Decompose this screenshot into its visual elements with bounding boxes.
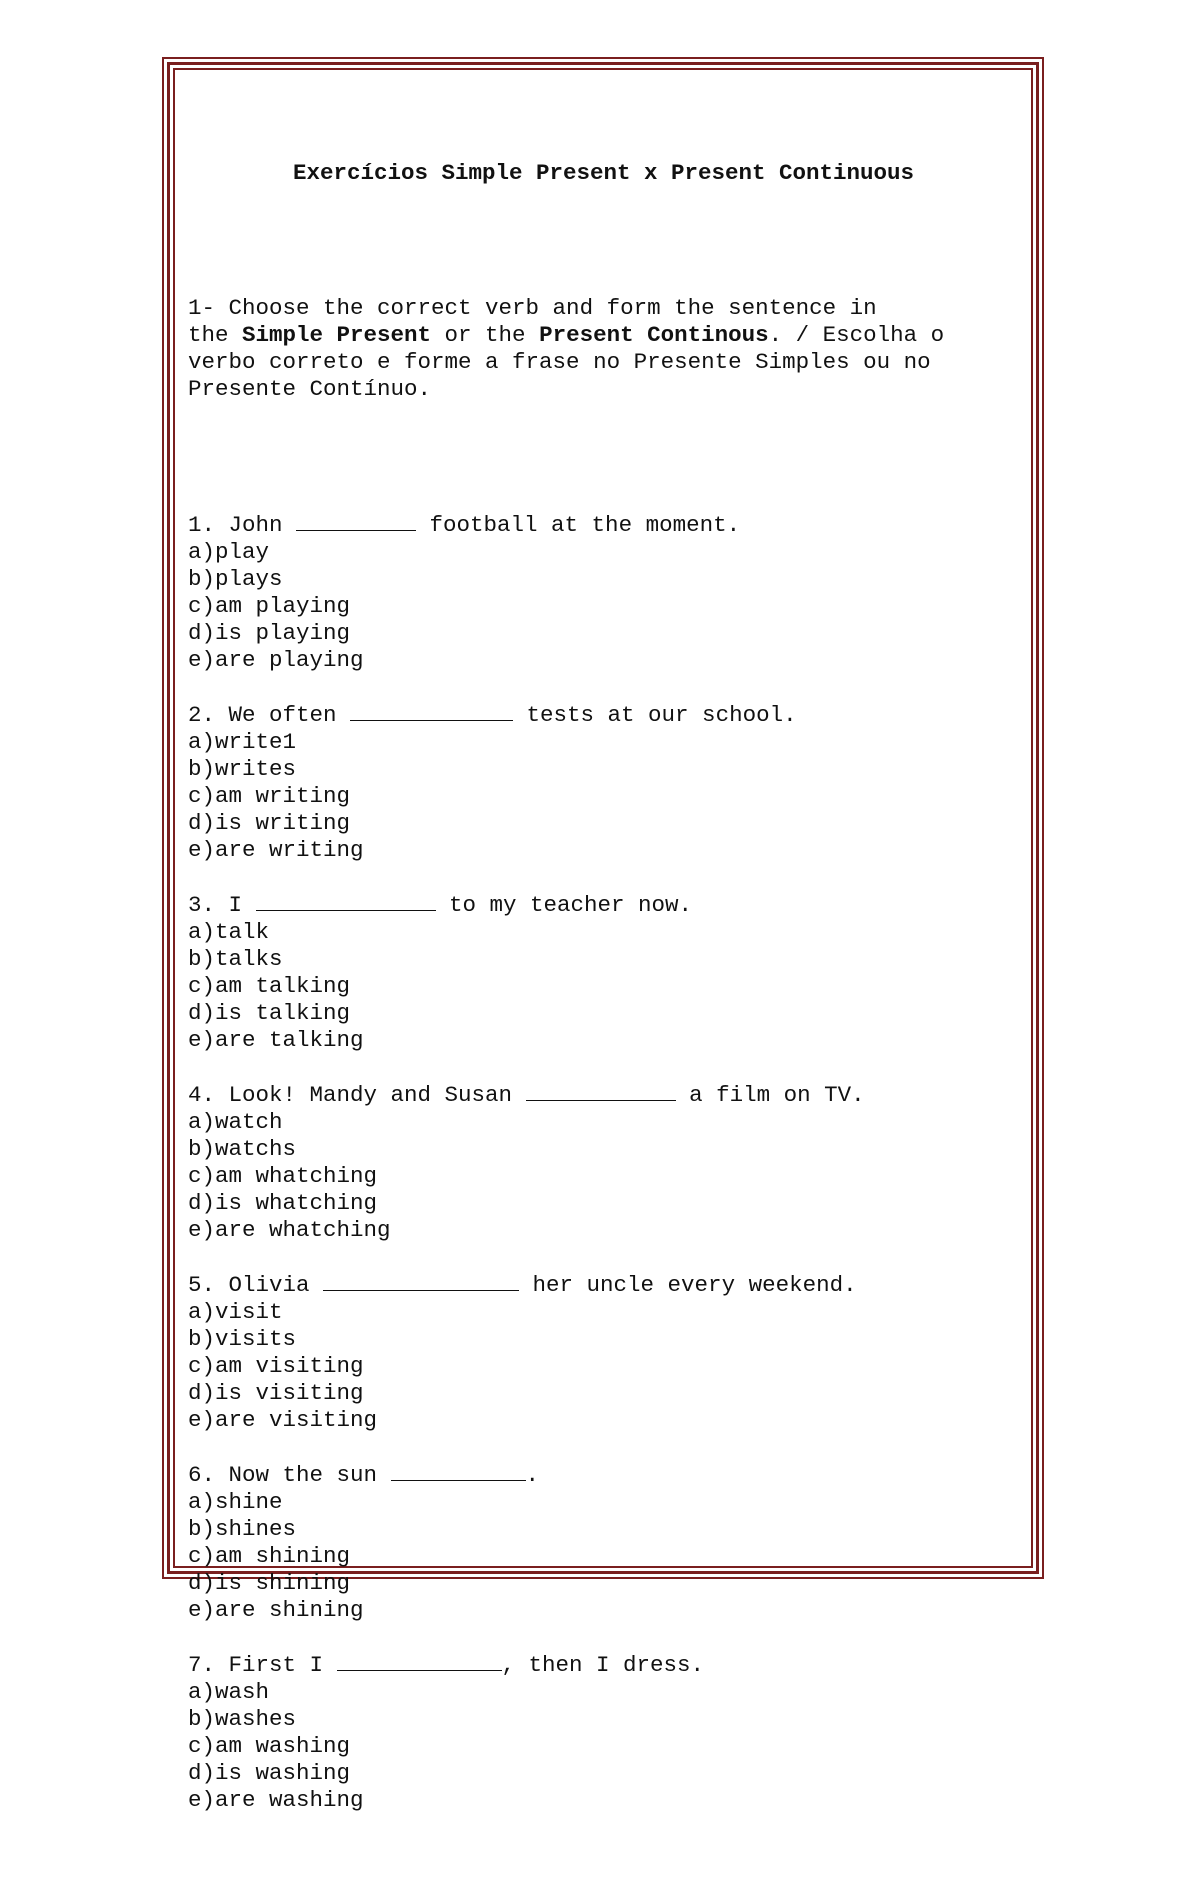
question-stem xyxy=(188,1461,1019,1489)
answer-option: e)are visiting xyxy=(188,1407,378,1433)
answer-option: e)are whatching xyxy=(188,1217,391,1243)
answer-option: a)play xyxy=(188,539,270,565)
question-text-after-blank: tests at our school. xyxy=(513,702,797,728)
answer-option: c)am playing xyxy=(188,593,351,619)
question-stem xyxy=(188,1651,1019,1679)
instruction-line-3: verbo correto e forme a frase no Presente Simples ou no xyxy=(188,349,931,375)
answer-option: b)talks xyxy=(188,946,283,972)
worksheet-content xyxy=(188,79,1019,1895)
question-5 xyxy=(188,1271,1019,1434)
answer-option: b)writes xyxy=(188,756,297,782)
answer-option: a)shine xyxy=(188,1489,283,1515)
instruction-line-2 xyxy=(188,322,1019,349)
question-text-after-blank: football at the moment. xyxy=(416,512,741,538)
question-text-before-blank: 7. First I xyxy=(188,1652,337,1678)
answer-option: b)shines xyxy=(188,1516,297,1542)
question-text-after-blank: to my teacher now. xyxy=(435,892,693,918)
question-text-after-blank: . xyxy=(525,1462,540,1488)
simple-present-term: Simple Present xyxy=(242,322,432,348)
answer-option: e)are writing xyxy=(188,837,364,863)
answer-option: b)watchs xyxy=(188,1136,297,1162)
present-continous-term: Present Continous xyxy=(539,322,769,348)
answer-option: d)is writing xyxy=(188,810,351,836)
answer-option: a)write1 xyxy=(188,729,297,755)
question-text-after-blank: , then I dress. xyxy=(501,1652,705,1678)
answer-option: d)is visiting xyxy=(188,1380,364,1406)
question-3 xyxy=(188,891,1019,1054)
question-text-before-blank: 1. John xyxy=(188,512,297,538)
question-text-before-blank: 2. We often xyxy=(188,702,351,728)
question-stem xyxy=(188,891,1019,919)
instruction-line-2-pre: the xyxy=(188,322,243,348)
answer-option: e)are shining xyxy=(188,1597,364,1623)
answer-option: d)is shining xyxy=(188,1570,351,1596)
answer-option: e)are washing xyxy=(188,1787,364,1813)
page-border-inner xyxy=(173,68,1033,1813)
answer-option: c)am shining xyxy=(188,1543,351,1569)
answer-option: c)am washing xyxy=(188,1733,351,1759)
question-text-before-blank: 4. Look! Mandy and Susan xyxy=(188,1082,526,1108)
instruction-line-2-post: . / Escolha o xyxy=(768,322,945,348)
answer-blank xyxy=(526,1081,676,1101)
question-1 xyxy=(188,511,1019,674)
answer-option: a)visit xyxy=(188,1299,283,1325)
question-text-after-blank: a film on TV. xyxy=(675,1082,865,1108)
question-text-after-blank: her uncle every weekend. xyxy=(519,1272,857,1298)
question-2 xyxy=(188,701,1019,864)
question-text-before-blank: 5. Olivia xyxy=(188,1272,324,1298)
answer-option: c)am whatching xyxy=(188,1163,378,1189)
question-text-before-blank: 3. I xyxy=(188,892,256,918)
answer-option: a)watch xyxy=(188,1109,283,1135)
question-stem xyxy=(188,701,1019,729)
page-border-middle xyxy=(167,62,1039,1813)
instruction-text xyxy=(188,295,1019,403)
answer-option: b)plays xyxy=(188,566,283,592)
answer-blank xyxy=(350,701,513,721)
answer-blank xyxy=(323,1271,519,1291)
answer-option: e)are talking xyxy=(188,1027,364,1053)
question-stem xyxy=(188,1081,1019,1109)
answer-option: b)washes xyxy=(188,1706,297,1732)
question-stem xyxy=(188,1271,1019,1299)
answer-option: c)am talking xyxy=(188,973,351,999)
question-4 xyxy=(188,1081,1019,1244)
question-stem xyxy=(188,511,1019,539)
question-text-before-blank: 6. Now the sun xyxy=(188,1462,391,1488)
answer-option: c)am writing xyxy=(188,783,351,809)
answer-option: e)are playing xyxy=(188,647,364,673)
question-6 xyxy=(188,1461,1019,1624)
answer-option: d)is playing xyxy=(188,620,351,646)
question-7 xyxy=(188,1651,1019,1814)
answer-option: d)is talking xyxy=(188,1000,351,1026)
answer-option: d)is washing xyxy=(188,1760,351,1786)
answer-blank xyxy=(337,1651,502,1671)
answer-blank xyxy=(296,511,416,531)
answer-option: a)talk xyxy=(188,919,270,945)
worksheet-title: Exercícios Simple Present x Present Continuous xyxy=(292,160,915,186)
answer-option: c)am visiting xyxy=(188,1353,364,1379)
answer-blank xyxy=(391,1461,526,1481)
instruction-line-2-mid: or the xyxy=(431,322,540,348)
answer-option: a)wash xyxy=(188,1679,270,1705)
answer-option: d)is whatching xyxy=(188,1190,378,1216)
instruction-line-1: 1- Choose the correct verb and form the sentence in xyxy=(188,295,877,321)
question-list xyxy=(188,511,1019,1814)
answer-option: b)visits xyxy=(188,1326,297,1352)
page-border-outer xyxy=(162,57,1044,1813)
instruction-line-4: Presente Contínuo. xyxy=(188,376,432,402)
answer-blank xyxy=(256,891,436,911)
